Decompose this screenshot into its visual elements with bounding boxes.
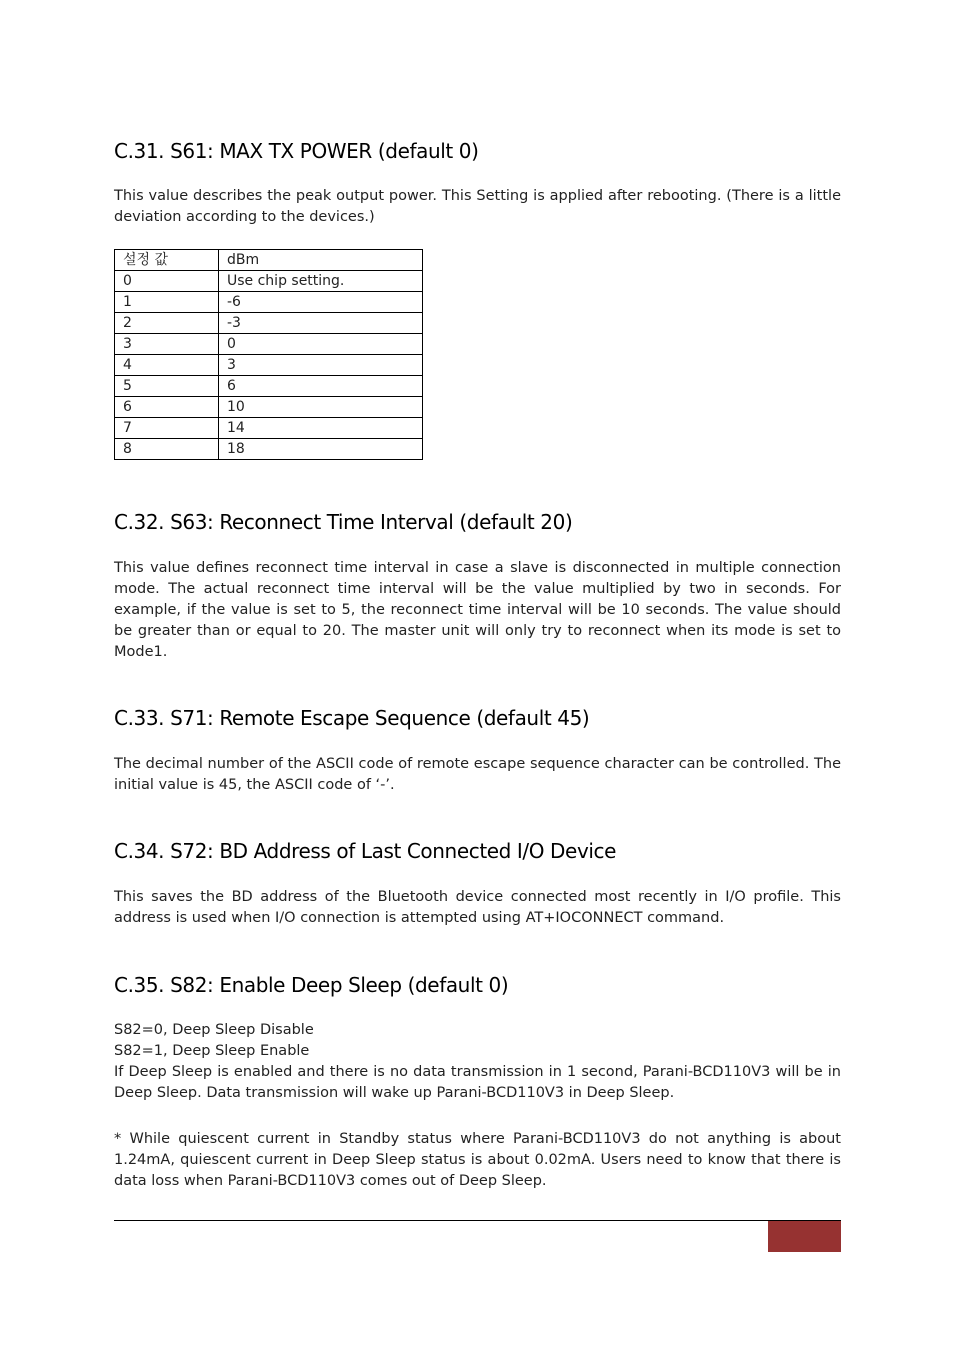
table-cell-dbm: -3: [219, 313, 423, 334]
table-cell-dbm: 14: [219, 418, 423, 439]
table-cell-setting: 3: [115, 334, 219, 355]
deep-sleep-description: If Deep Sleep is enabled and there is no data transmission in 1 second, Parani-BCD110V3 will be in Deep Sleep. Data transmission will wake up Parani-BCD110V3 in Deep Sleep.: [114, 1064, 841, 1101]
section-heading-c34: C.34. S72: BD Address of Last Connected I/O Device: [114, 839, 617, 863]
table-row: [115, 292, 423, 313]
table-cell-setting: 5: [115, 376, 219, 397]
table-header-row: [115, 250, 423, 271]
table-cell-dbm: Use chip setting.: [219, 271, 423, 292]
table-header-setting: 설정 값: [115, 250, 219, 271]
deep-sleep-note: * While quiescent current in Standby status where Parani-BCD110V3 do not anything is about 1.24mA, quiescent current in Deep Sleep status is about 0.02mA. Users need to know that there is data loss when Parani-BCD110V3 comes out of Deep Sleep.: [114, 1131, 841, 1189]
table-cell-dbm: 3: [219, 355, 423, 376]
table-row: [115, 418, 423, 439]
table-row: [115, 313, 423, 334]
table-row: [115, 334, 423, 355]
section-body-c31: This value describes the peak output power. This Setting is applied after rebooting. (There is a little deviation according to the devices.): [114, 188, 841, 225]
section-heading-c32: C.32. S63: Reconnect Time Interval (default 20): [114, 510, 573, 534]
section-heading-c35: C.35. S82: Enable Deep Sleep (default 0): [114, 973, 509, 997]
table-cell-setting: 2: [115, 313, 219, 334]
table-cell-dbm: 10: [219, 397, 423, 418]
table-cell-setting: 6: [115, 397, 219, 418]
footer-divider: [114, 1220, 841, 1221]
tx-power-table: [114, 249, 423, 460]
footer-accent-block: [768, 1221, 841, 1252]
deep-sleep-enable-line: S82=1, Deep Sleep Enable: [114, 1043, 310, 1059]
table-cell-setting: 1: [115, 292, 219, 313]
table-cell-dbm: 0: [219, 334, 423, 355]
table-cell-dbm: 6: [219, 376, 423, 397]
table-row: [115, 439, 423, 460]
section-body-c32: This value defines reconnect time interval in case a slave is disconnected in multiple connection mode. The actual reconnect time interval will be the value multiplied by two in seconds. For example, if the value is set to 5, the reconnect time interval will be 10 seconds. The value should be greater than or equal to 20. The master unit will only try to reconnect when its mode is set to Mode1.: [114, 560, 841, 660]
table-row: [115, 271, 423, 292]
table-cell-dbm: -6: [219, 292, 423, 313]
table-header-dbm: dBm: [219, 250, 423, 271]
section-body-c34: This saves the BD address of the Bluetooth device connected most recently in I/O profile. This address is used when I/O connection is attempted using AT+IOCONNECT command.: [114, 889, 841, 926]
table-cell-setting: 8: [115, 439, 219, 460]
table-cell-dbm: 18: [219, 439, 423, 460]
deep-sleep-disable-line: S82=0, Deep Sleep Disable: [114, 1022, 314, 1038]
section-body-c35: [114, 1020, 841, 1104]
table-cell-setting: 7: [115, 418, 219, 439]
table-row: [115, 397, 423, 418]
section-heading-c33: C.33. S71: Remote Escape Sequence (default 45): [114, 706, 590, 730]
section-heading-c31: C.31. S61: MAX TX POWER (default 0): [114, 139, 479, 163]
section-body-c33: The decimal number of the ASCII code of remote escape sequence character can be controlled. The initial value is 45, the ASCII code of ‘-’.: [114, 756, 841, 793]
table-cell-setting: 4: [115, 355, 219, 376]
table-row: [115, 355, 423, 376]
table-row: [115, 376, 423, 397]
table-cell-setting: 0: [115, 271, 219, 292]
